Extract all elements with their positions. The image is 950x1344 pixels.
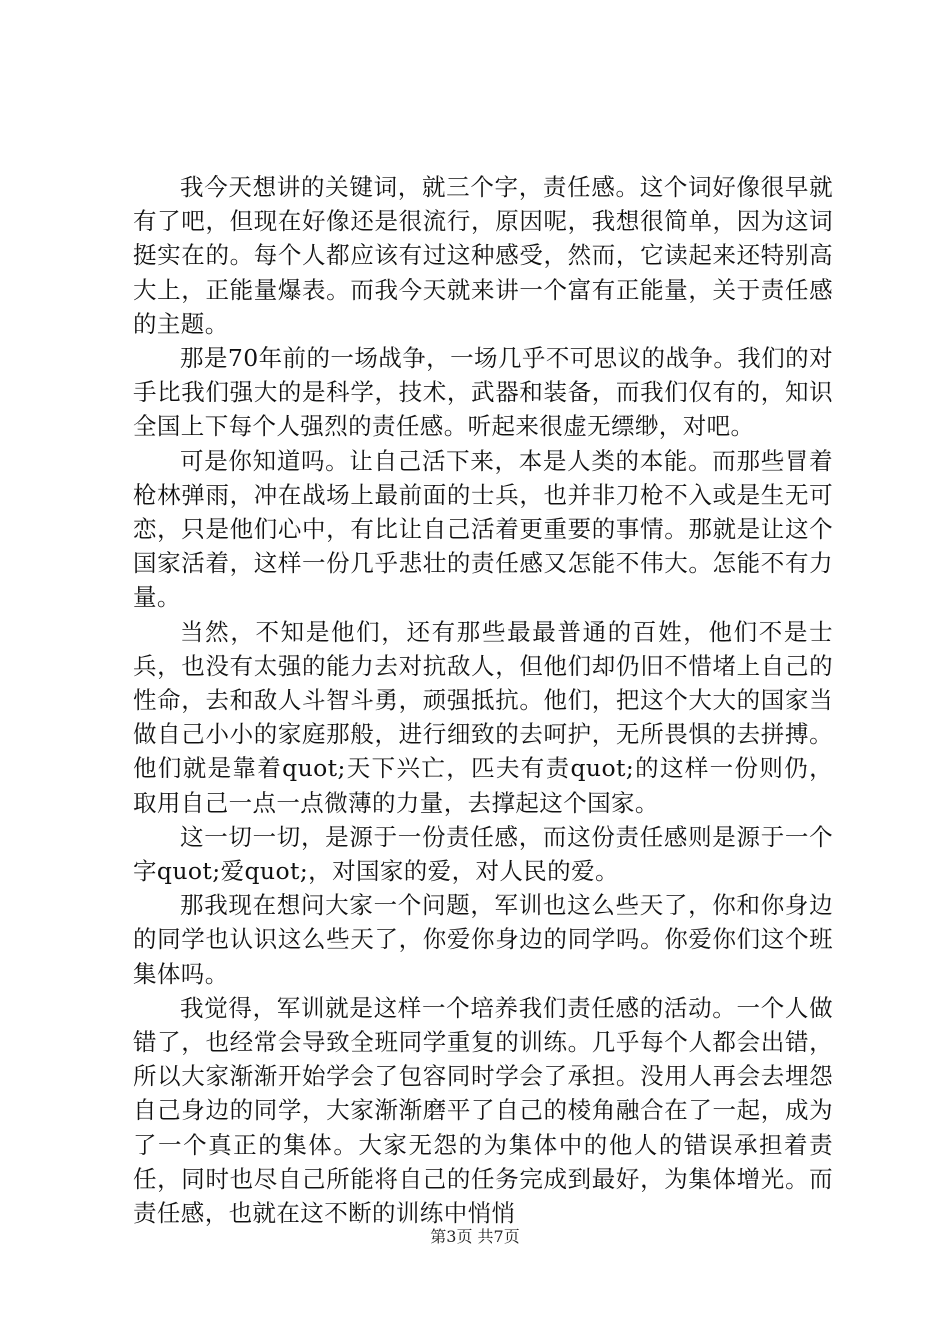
paragraph: 我今天想讲的关键词，就三个字，责任感。这个词好像很早就有了吧，但现在好像还是很流行，原因呢，我想很简单，因为这词挺实在的。每个人都应该有过这种感受，然而，它读起来还特别高大上，正能量爆表。而我今天就来讲一个富有正能量，关于责任感的主题。	[133, 173, 833, 338]
paragraph: 可是你知道吗。让自己活下来，本是人类的本能。而那些冒着枪林弹雨，冲在战场上最前面的士兵，也并非刀枪不入或是生无可恋，只是他们心中，有比让自己活着更重要的事情。那就是让这个国家活着，这样一份几乎悲壮的责任感又怎能不伟大。怎能不有力量。	[133, 446, 833, 612]
paragraph: 这一切一切，是源于一份责任感，而这份责任感则是源于一个字quot;爱quot;，对国家的爱，对人民的爱。	[133, 822, 833, 886]
paragraph: 当然，不知是他们，还有那些最最普通的百姓，他们不是士兵，也没有太强的能力去对抗敌人，但他们却仍旧不惜堵上自己的性命，去和敌人斗智斗勇，顽强抵抗。他们，把这个大大的国家当做自己小小的家庭那般，进行细致的去呵护，无所畏惧的去拼搏。他们就是靠着quot;天下兴亡，匹夫有责quot;的这样一份则仍，取用自己一点一点微薄的力量，去撑起这个国家。	[133, 617, 833, 817]
paragraph: 我觉得，军训就是这样一个培养我们责任感的活动。一个人做错了，也经常会导致全班同学重复的训练。几乎每个人都会出错，所以大家渐渐开始学会了包容同时学会了承担。没用人再会去埋怨自己身边的同学，大家渐渐磨平了自己的棱角融合在了一起，成为了一个真正的集体。大家无怨的为集体中的他人的错误承担着责任，同时也尽自己所能将自己的任务完成到最好，为集体增光。而责任感，也就在这不断的训练中悄悄	[133, 993, 833, 1228]
paragraph: 那是70年前的一场战争，一场几乎不可思议的战争。我们的对手比我们强大的是科学，技术，武器和装备，而我们仅有的，知识全国上下每个人强烈的责任感。听起来很虚无缥缈，对吧。	[133, 344, 833, 441]
page-number-footer: 第3页 共7页	[430, 1227, 520, 1246]
paragraph: 那我现在想问大家一个问题，军训也这么些天了，你和你身边的同学也认识这么些天了，你爱你身边的同学吗。你爱你们这个班集体吗。	[133, 891, 833, 988]
document-body	[133, 170, 833, 1230]
